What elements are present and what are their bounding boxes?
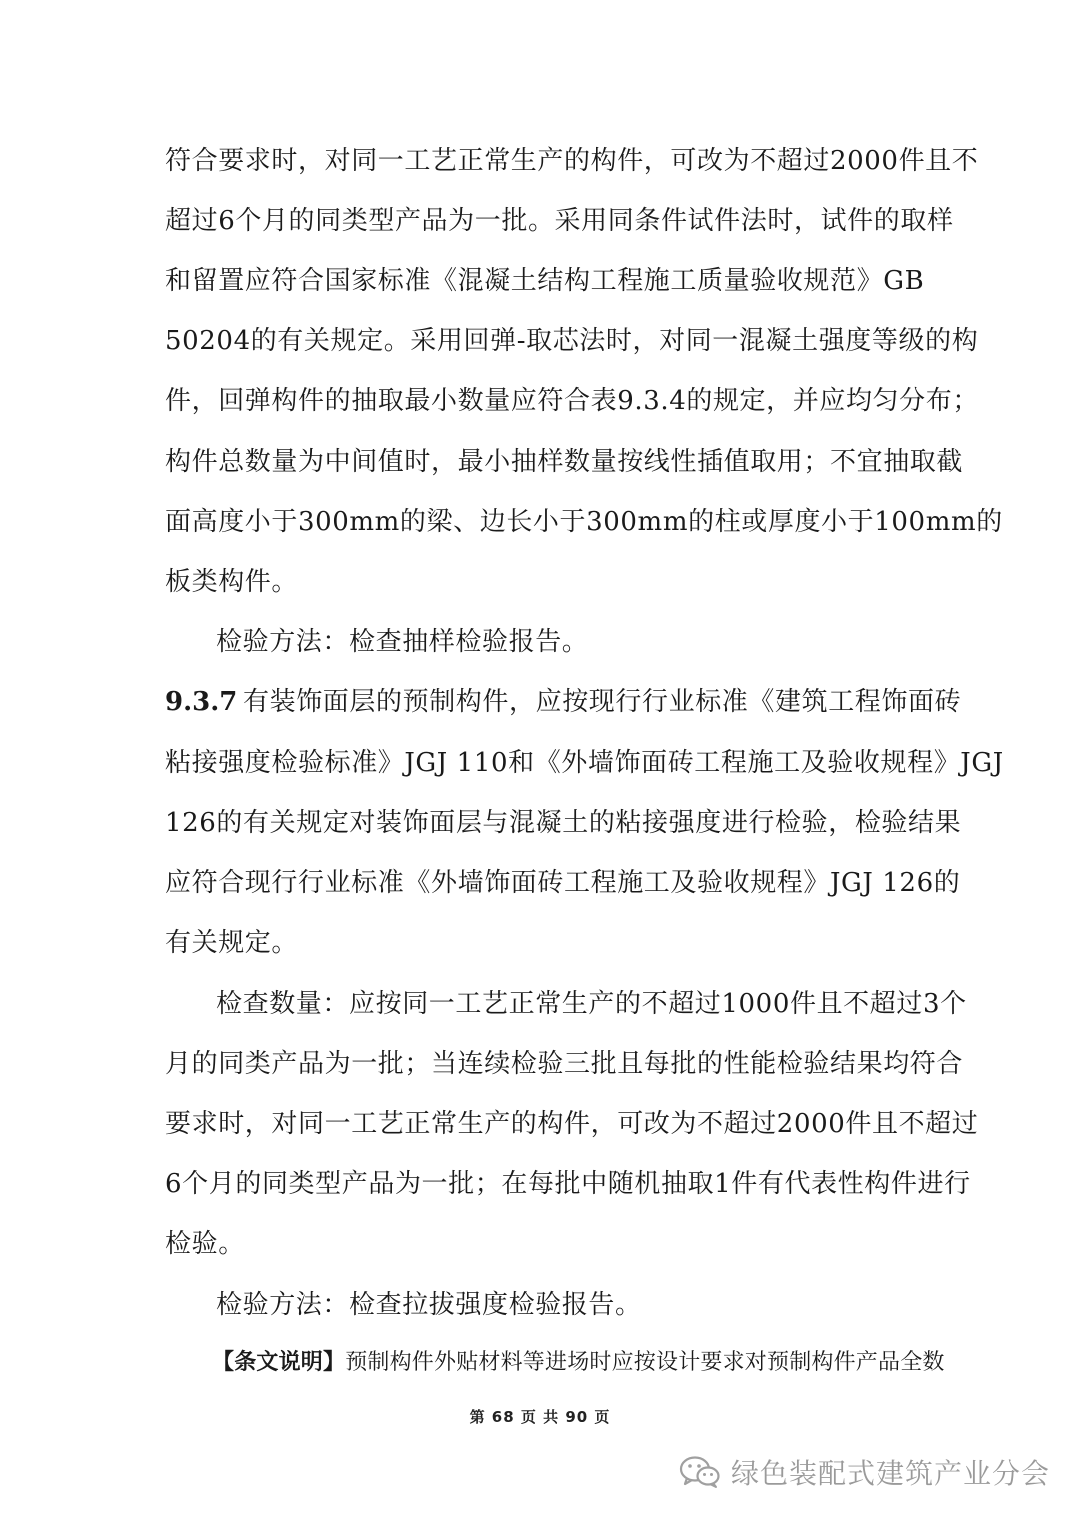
quantity-line: 要求时，对同一工艺正常生产的构件，可改为不超过2000件且不超过: [165, 1109, 979, 1139]
clause-line: 粘接强度检验标准》JGJ 110和《外墙饰面砖工程施工及验收规程》JGJ: [165, 748, 1004, 778]
quantity-line: 检验。: [165, 1229, 245, 1259]
clause-note: [212, 1348, 945, 1377]
note-text: 预制构件外贴材料等进场时应按设计要求对预制构件产品全数: [345, 1350, 945, 1375]
watermark-text: 绿色装配式建筑产业分会: [730, 1457, 1050, 1490]
clause-line: 126的有关规定对装饰面层与混凝土的粘接强度进行检验，检验结果: [165, 808, 962, 838]
body-line: 件，回弹构件的抽取最小数量应符合表9.3.4的规定，并应均匀分布；: [165, 386, 979, 416]
quantity-line: 月的同类产品为一批；当连续检验三批且每批的性能检验结果均符合: [165, 1049, 964, 1079]
clause-first-line: [165, 687, 962, 717]
clause-text: 有装饰面层的预制构件，应按现行行业标准《建筑工程饰面砖: [243, 687, 962, 717]
body-line: 构件总数量为中间值时，最小抽样数量按线性插值取用；不宜抽取截: [165, 447, 964, 477]
watermark: [679, 1452, 1050, 1492]
note-label: 【条文说明】: [212, 1349, 346, 1375]
body-line: 面高度小于300mm的梁、边长小于300mm的柱或厚度小于100mm的: [165, 507, 1003, 537]
body-line: 板类构件。: [165, 567, 299, 597]
body-line: 50204的有关规定。采用回弹-取芯法时，对同一混凝土强度等级的构: [165, 326, 979, 356]
quantity-line: 6个月的同类型产品为一批；在每批中随机抽取1件有代表性构件进行: [165, 1169, 971, 1199]
body-line: 符合要求时，对同一工艺正常生产的构件，可改为不超过2000件且不: [165, 146, 979, 176]
inspection-quantity: 检查数量：应按同一工艺正常生产的不超过1000件且不超过3个: [216, 989, 967, 1019]
clause-line: 应符合现行行业标准《外墙饰面砖工程施工及验收规程》JGJ 126的: [165, 868, 961, 898]
body-line: 超过6个月的同类型产品为一批。采用同条件试件法时，试件的取样: [165, 206, 954, 236]
page-footer: 第 68 页 共 90 页: [469, 1408, 611, 1426]
inspection-method: 检验方法：检查抽样检验报告。: [216, 627, 589, 657]
wechat-icon: [679, 1455, 721, 1489]
clause-number: 9.3.7: [165, 687, 238, 717]
inspection-method: 检验方法：检查拉拔强度检验报告。: [216, 1290, 642, 1320]
body-line: 和留置应符合国家标准《混凝土结构工程施工质量验收规范》GB: [165, 266, 925, 296]
clause-line: 有关规定。: [165, 928, 299, 958]
